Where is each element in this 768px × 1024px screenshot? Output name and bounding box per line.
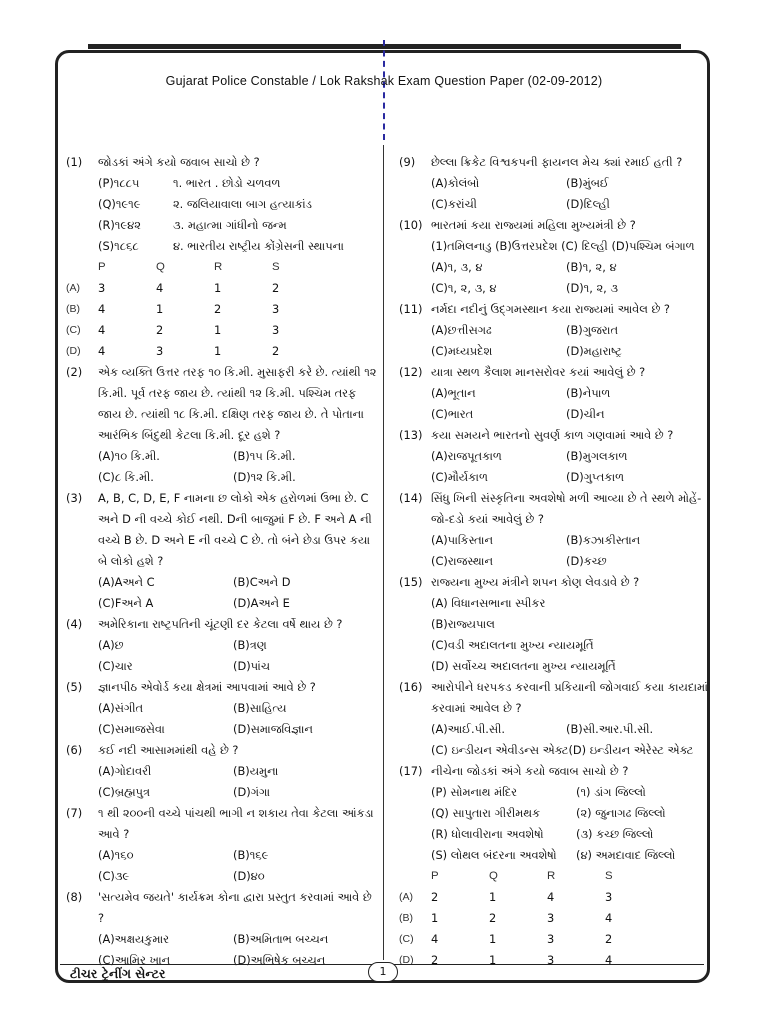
match-row [66, 236, 381, 257]
grid-cell: 4 [98, 302, 106, 316]
grid-cell: 3 [547, 953, 555, 967]
match-row [399, 824, 714, 845]
match-row [66, 173, 381, 194]
grid-cell: 3 [272, 323, 280, 337]
option-c-d: (C) ઇન્ડીયન એવીડન્સ એક્ટ(D) ઇન્ડીયન એરેસ્ટ એક્ટ [431, 743, 694, 757]
option-d: (D)ગંગા [233, 785, 271, 799]
grid-cell: 1 [156, 302, 164, 316]
match-left: (Q) સાપુતારા ગીરીમથક [431, 806, 541, 820]
question-10 [399, 215, 714, 299]
option-b: (B)સી.આર.પી.સી. [566, 722, 654, 736]
question-number: (16) [399, 680, 423, 694]
grid-cell: S [272, 261, 280, 273]
option-c: (C)૩૯ [98, 869, 130, 883]
option-d: (D)ચીન [566, 407, 605, 421]
grid-cell: 2 [272, 344, 280, 358]
question-number: (14) [399, 491, 423, 505]
option-b: (B)મુંબઈ [566, 176, 609, 190]
option-c: (C)૮ કિ.મી. [98, 470, 154, 484]
option-c: (C)Fઅને A [98, 596, 154, 610]
match-left: (S)૧૮૬૮ [98, 239, 139, 253]
page-title: Gujarat Police Constable / Lok Rakshak Exam Question Paper (02-09-2012) [165, 74, 603, 88]
grid-cell: P [98, 261, 106, 273]
option-c: (C)બ્રહ્મપુત્ર [98, 785, 150, 799]
match-right: ૧. ભારત . છોડો ચળવળ [173, 176, 281, 190]
grid-cell: 3 [605, 890, 613, 904]
question-text: જ્ઞાનપીઠ એવોર્ડ કયા ક્ષેત્રમાં આપવામાં આવે છે ? [98, 680, 316, 694]
question-number: (1) [66, 155, 83, 169]
option-c: (C)ભારત [431, 407, 474, 421]
grid-cell: 3 [547, 911, 555, 925]
question-number: (12) [399, 365, 423, 379]
option-b: (B)ગુજરાત [566, 323, 619, 337]
match-left: (P) સોમનાથ મંદિર [431, 785, 518, 799]
grid-cell: 2 [605, 932, 613, 946]
question-7 [66, 803, 381, 887]
match-right: (૪) અમદાવાદ જિલ્લો [576, 848, 676, 862]
option-c: (C)ચાર [98, 659, 133, 673]
grid-cell: 4 [547, 890, 555, 904]
match-right: ૪. ભારતીય રાષ્ટ્રીય કોંગ્રેસની સ્થાપના [173, 239, 344, 253]
answer-grid-row [399, 908, 714, 929]
question-14 [399, 488, 714, 572]
grid-cell: 1 [489, 932, 497, 946]
grid-cell: 2 [431, 953, 439, 967]
question-text: નીચેના જોડકાં અંગે કયો જવાબ સાચો છે ? [431, 764, 629, 778]
grid-cell: (A) [399, 891, 413, 903]
option-d: (D)કચ્છ [566, 554, 607, 568]
option-d: (D) સર્વોચ્ચ અદાલતના મુખ્ય ન્યાયમૂર્તિ [431, 659, 616, 673]
question-8 [66, 887, 381, 971]
grid-cell: 3 [547, 932, 555, 946]
question-number: (3) [66, 491, 83, 505]
question-text: રાજ્યના મુખ્ય મંત્રીને શપન કોણ લેવડાવે છે ? [431, 575, 640, 589]
option-d: (D)અભિષેક બચ્ચન [233, 953, 326, 967]
grid-cell: S [605, 870, 613, 882]
option-b: (B)યમુના [233, 764, 279, 778]
grid-cell [66, 257, 98, 278]
option-d: (D)સમાજવિજ્ઞાન [233, 722, 313, 736]
option-a: (A)Aઅને C [98, 575, 155, 589]
option-d: (D)૧૨ કિ.મી. [233, 470, 296, 484]
grid-cell: R [214, 261, 223, 273]
question-6 [66, 740, 381, 803]
option-c: (C)સમાજસેવા [98, 722, 165, 736]
option-d: (D)દિલ્હી [566, 197, 610, 211]
question-text: ૧ થી ૨૦૦ની વચ્ચે પાંચથી ભાગી ન શકાય તેવા કેટલા આંકડા આવે ? [98, 806, 374, 841]
option-a: (A)રાજપૂતકાળ [431, 449, 502, 463]
question-17 [399, 761, 714, 971]
match-right: (૨) જુનાગઢ જિલ્લો [576, 806, 666, 820]
option-a: (A)૧૦ કિ.મી. [98, 449, 160, 463]
right-column [399, 152, 714, 971]
grid-cell: 2 [489, 911, 497, 925]
question-number: (11) [399, 302, 423, 316]
match-row [399, 803, 714, 824]
question-number: (17) [399, 764, 423, 778]
question-number: (4) [66, 617, 83, 631]
question-text: કઈ નદી આસામમાંથી વહે છે ? [98, 743, 239, 757]
grid-cell: Q [489, 870, 498, 882]
match-left: (P)૧૮૮૫ [98, 176, 140, 190]
grid-cell: 4 [431, 932, 439, 946]
grid-cell: (C) [66, 324, 81, 336]
option-b: (B)સાહિત્ય [233, 701, 287, 715]
question-3 [66, 488, 381, 614]
question-text: ભારતમાં કયા રાજ્યમાં મહિલા મુખ્યમંત્રી છે ? [431, 218, 636, 232]
grid-cell: 2 [431, 890, 439, 904]
question-text: અમેરિકાના રાષ્ટ્રપતિની ચૂંટણી દર કેટલા વર્ષે થાય છે ? [98, 617, 343, 631]
option-a: (A)આઈ.પી.સી. [431, 722, 505, 736]
option-a: (A)કોલંબો [431, 176, 480, 190]
question-text: કયા સમયને ભારતનો સુવર્ણ કાળ ગણવામાં આવે છે ? [431, 428, 674, 442]
grid-cell: 1 [489, 890, 497, 904]
option-b: (B)૧૬૯ [233, 848, 269, 862]
grid-cell: (C) [399, 933, 414, 945]
question-5 [66, 677, 381, 740]
option-c: (C)મધ્યપ્રદેશ [431, 344, 493, 358]
question-text: એક વ્યક્તિ ઉત્તર તરફ ૧૦ કિ.મી. મુસાફરી કરે છે. ત્યાંથી ૧૨ કિ.મી. પૂર્વ તરફ જાય છે. ત્યાંથી ૧૨ કિ.મી. પશ્ચિમ તરફ જાય છે. ત્યાંથી ૧૮ કિ.મી. દક્ષિણ તરફ જાય છે. તે પોતાના આરંભિક બિંદુથી કેટલા કિ.મી. દૂર હશે ? [98, 365, 377, 442]
answer-grid-row [66, 299, 381, 320]
match-row [66, 194, 381, 215]
question-15 [399, 572, 714, 677]
question-12 [399, 362, 714, 425]
question-number: (13) [399, 428, 423, 442]
option-b: (B)૧૫ કિ.મી. [233, 449, 296, 463]
option-d: (D)પાંચ [233, 659, 270, 673]
answer-grid-row [399, 887, 714, 908]
grid-cell [399, 866, 431, 887]
question-number: (15) [399, 575, 423, 589]
grid-cell: 1 [214, 344, 222, 358]
option-c: (C)કરાંચી [431, 197, 477, 211]
grid-cell: 2 [156, 323, 164, 337]
match-right: (૩) કચ્છ જિલ્લો [576, 827, 654, 841]
match-left: (Q)૧૯૧૯ [98, 197, 141, 211]
question-number: (2) [66, 365, 83, 379]
match-left: (S) લોથલ બંદરના અવશેષો [431, 848, 557, 862]
grid-cell: 4 [605, 953, 613, 967]
grid-cell: 3 [156, 344, 164, 358]
option-c: (C)મૌર્યકાળ [431, 470, 488, 484]
question-text: છેલ્લા ક્રિકેટ વિશ્વકપની ફાયનલ મેચ ક્યાં રમાઈ હતી ? [431, 155, 683, 169]
option-a: (A)૧, ૩, ૪ [431, 260, 483, 274]
question-1 [66, 152, 381, 362]
grid-cell: P [431, 870, 439, 882]
footer-label: ટીચર ટ્રેનીંગ સેન્ટર [70, 966, 166, 981]
option-d: (D)ગુપ્તકાળ [566, 470, 624, 484]
grid-cell: 1 [214, 281, 222, 295]
grid-cell: (B) [66, 303, 80, 315]
option-a: (A) વિધાનસભાના સ્પીકર [431, 596, 546, 610]
match-row [66, 215, 381, 236]
grid-cell: R [547, 870, 556, 882]
question-number: (5) [66, 680, 83, 694]
option-a: (A)ગોદાવરી [98, 764, 152, 778]
question-13 [399, 425, 714, 488]
answer-grid-row [66, 320, 381, 341]
option-d: (D)Aઅને E [233, 596, 290, 610]
match-right: ૨. જલિયાવાલા બાગ હત્યાકાંડ [173, 197, 312, 211]
answer-grid-header [399, 866, 714, 887]
question-number: (7) [66, 806, 83, 820]
option-a: (A)પાકિસ્તાન [431, 533, 493, 547]
grid-cell: (D) [399, 954, 414, 966]
question-text: આરોપીને ધરપકડ કરવાની પ્રકિયાની જોગવાઈ કયા કાયદામાં કરવામાં આવેલ છે ? [431, 680, 708, 715]
option-a: (A)છત્તીસગઢ [431, 323, 492, 337]
option-b: (B)અમિતાભ બચ્ચન [233, 932, 329, 946]
option-b: (B)રાજ્યપાલ [431, 617, 495, 631]
option-d: (D)મહારાષ્ટ્ર [566, 344, 622, 358]
option-c: (C)આમિર ખાન [98, 953, 171, 967]
match-right: ૩. મહાત્મા ગાંધીનો જન્મ [173, 218, 287, 232]
option-d: (D)૪૦ [233, 869, 265, 883]
column-divider [383, 145, 384, 960]
grid-cell: 1 [489, 953, 497, 967]
match-left: (R)૧૯૪૨ [98, 218, 141, 232]
grid-cell: (B) [399, 912, 413, 924]
question-text: સિંધુ ખિની સંસ્કૃતિના અવશેષો મળી આવ્યા છે તે સ્થળે મોહેં-જો-દડો કયાં આવેલું છે ? [431, 491, 702, 526]
question-text: નર્મદા નદીનું ઉદ્ગમસ્થાન કયા રાજ્યમાં આવેલ છે ? [431, 302, 670, 316]
option-a: (A)અક્ષયકુમાર [98, 932, 170, 946]
answer-grid-row [399, 929, 714, 950]
option-c: (C)વડી અદાલતના મુખ્ય ન્યાયમૂર્તિ [431, 638, 594, 652]
grid-cell: Q [156, 261, 165, 273]
match-row [399, 782, 714, 803]
option-b: (B)૧, ૨, ૪ [566, 260, 617, 274]
option-b: (B)મુગલકાળ [566, 449, 628, 463]
grid-cell: 3 [272, 302, 280, 316]
grid-cell: 4 [98, 323, 106, 337]
question-16 [399, 677, 714, 761]
option-c: (C)૧, ૨, ૩, ૪ [431, 281, 497, 295]
answer-grid-header [66, 257, 381, 278]
binding-dash-line [383, 40, 385, 140]
grid-cell: 4 [98, 344, 106, 358]
grid-cell: 1 [214, 323, 222, 337]
question-number: (6) [66, 743, 83, 757]
question-number: (9) [399, 155, 416, 169]
match-row [399, 845, 714, 866]
answer-grid-row [66, 341, 381, 362]
option-b: (B)ત્રણ [233, 638, 267, 652]
option-a: (A)છ [98, 638, 124, 652]
grid-cell: (A) [66, 282, 80, 294]
state-list: (1)તમિલનાડુ (B)ઉત્તરપ્રદેશ (C) દિલ્હી (D)પશ્ચિમ બંગાળ [431, 239, 695, 253]
question-2 [66, 362, 381, 488]
question-text: A, B, C, D, E, F નામના છ લોકો એક હરોળમાં ઉભા છે. C અને D ની વચ્ચે કોઈ નથી. Dની બાજુમાં F છે. F અને A ની વચ્ચે B છે. D અને E ની વચ્ચે C છે. તો બંને છેડા ઉપર કયા બે લોકો હશે ? [98, 491, 372, 568]
question-11 [399, 299, 714, 362]
grid-cell: 4 [605, 911, 613, 925]
left-column [66, 152, 381, 971]
question-9 [399, 152, 714, 215]
question-text: 'સત્યમેવ જયતે' કાર્યક્રમ કોના દ્વારા પ્રસ્તુત કરવામાં આવે છે ? [98, 890, 372, 925]
option-b: (B)નેપાળ [566, 386, 611, 400]
match-left: (R) ધોલાવીરાના અવશેષો [431, 827, 544, 841]
answer-grid-row [66, 278, 381, 299]
question-number: (8) [66, 890, 83, 904]
grid-cell: 3 [98, 281, 106, 295]
grid-cell: 4 [156, 281, 164, 295]
option-b: (B)કઝાકીસ્તાન [566, 533, 641, 547]
option-a: (A)સંગીત [98, 701, 144, 715]
option-b: (B)Cઅને D [233, 575, 291, 589]
option-d: (D)૧, ૨, ૩ [566, 281, 618, 295]
option-c: (C)રાજસ્થાન [431, 554, 493, 568]
option-a: (A)૧૬૦ [98, 848, 134, 862]
grid-cell: 1 [431, 911, 439, 925]
question-text: જોડકાં અંગે કયો જવાબ સાચો છે ? [98, 155, 260, 169]
option-a: (A)ભૂતાન [431, 386, 476, 400]
question-4 [66, 614, 381, 677]
question-number: (10) [399, 218, 423, 232]
page-number: 1 [368, 962, 398, 982]
grid-cell: 2 [214, 302, 222, 316]
question-text: યાત્રા સ્થળ કૈલાશ માનસરોવર કયાં આવેલું છે ? [431, 365, 646, 379]
grid-cell: (D) [66, 345, 81, 357]
match-right: (૧) ડાંગ જિલ્લો [576, 785, 646, 799]
grid-cell: 2 [272, 281, 280, 295]
